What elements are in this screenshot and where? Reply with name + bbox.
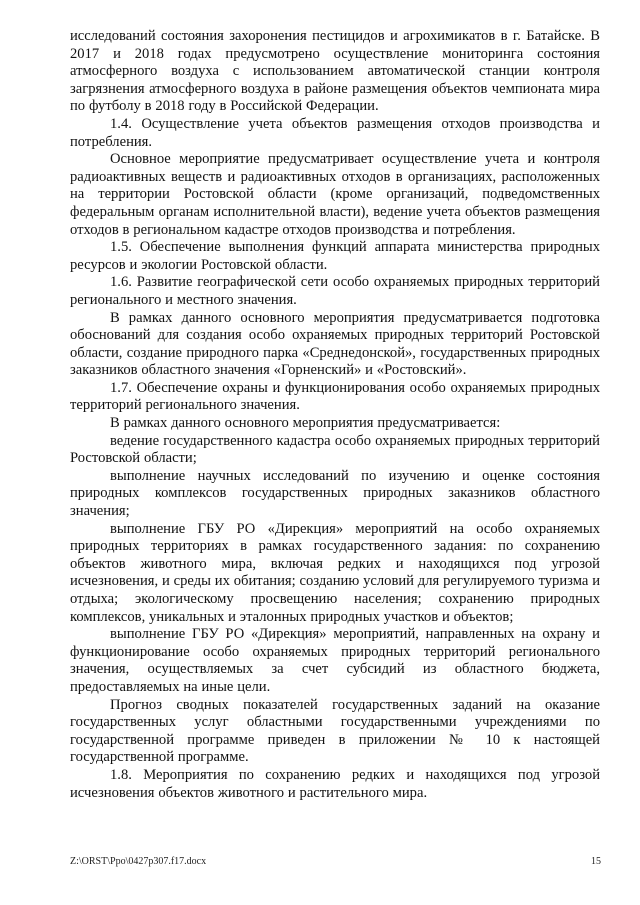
- paragraph-1-7-intro: В рамках данного основного мероприятия предусматривается:: [110, 415, 501, 432]
- paragraph-item-1-7: 1.7. Обеспечение охраны и функционирования особо охраняемых природных территорий регионального значения.: [70, 379, 600, 414]
- footer-file-path: Z:\ORST\Ppo\0427p307.f17.docx: [70, 856, 207, 867]
- paragraph-item-1-5: 1.5. Обеспечение выполнения функций аппарата министерства природных ресурсов и экологии Ростовской области.: [70, 239, 600, 273]
- paragraph-1-6-description: В рамках данного основного мероприятия предусматривается подготовка обоснований для создания особо охраняемых природных территорий Ростовской области, создание природного парка «Среднедонской», государственных природных заказников областного значения «Горненский» и «Ростовский».: [70, 309, 600, 379]
- page-number: 15: [591, 856, 601, 867]
- paragraph-item-1-8: 1.8. Мероприятия по сохранению редких и находящихся под угрозой исчезновения объектов животного и растительного мира.: [70, 766, 600, 801]
- paragraph-1-7-bullet-research: выполнение научных исследований по изучению и оценке состояния природных комплексов государственных природных заказников областного значения;: [70, 467, 600, 520]
- paragraph-1-4-description: Основное мероприятие предусматривает осуществление учета и контроля радиоактивных веществ и радиоактивных отходов в организациях, расположенных на территории Ростовской области (кроме организаций, подведомственных федеральным органам исполнительной власти), ведение учета объектов размещения отходов в региональном кадастре отходов производства и потребления.: [70, 151, 600, 238]
- document-body: [70, 28, 600, 802]
- paragraph-forecast: Прогноз сводных показателей государственных заданий на оказание государственных услуг областными государственными учреждениями по государственной программе приведен в приложении № 10 к настоящей государственной программе.: [70, 696, 600, 766]
- paragraph-1-7-bullet-directorate-subsidy: выполнение ГБУ РО «Дирекция» мероприятий, направленных на охрану и функционирование особо охраняемых природных территорий регионального значения, осуществляемых за счет субсидий из областного бюджета, предоставляемых на иные цели.: [70, 626, 600, 695]
- paragraph-1-7-bullet-cadastre: ведение государственного кадастра особо охраняемых природных территорий Ростовской области;: [70, 432, 600, 467]
- paragraph-1-7-bullet-directorate-task: выполнение ГБУ РО «Дирекция» мероприятий на особо охраняемых природных территориях в рамках государственного задания: по сохранению объектов животного мира, включая редких и находящихся под угрозой исчезновения, и среды их обитания; созданию условий для регулируемого туризма и отдыха; экологическому просвещению населения; сохранению природных комплексов, уникальных и эталонных природных участков и объектов;: [70, 520, 600, 625]
- paragraph-item-1-6: 1.6. Развитие географической сети особо охраняемых природных территорий регионального и местного значения.: [70, 274, 600, 308]
- paragraph-continuation: исследований состояния захоронения пестицидов и агрохимикатов в г. Батайске. В 2017 и 2018 годах предусмотрено осуществление мониторинга состояния атмосферного воздуха с использованием автоматической станции контроля загрязнения атмосферного воздуха в районе размещения объектов чемпионата мира по футболу в 2018 году в Российской Федерации.: [70, 28, 600, 115]
- paragraph-item-1-4: 1.4. Осуществление учета объектов размещения отходов производства и потребления.: [70, 115, 600, 150]
